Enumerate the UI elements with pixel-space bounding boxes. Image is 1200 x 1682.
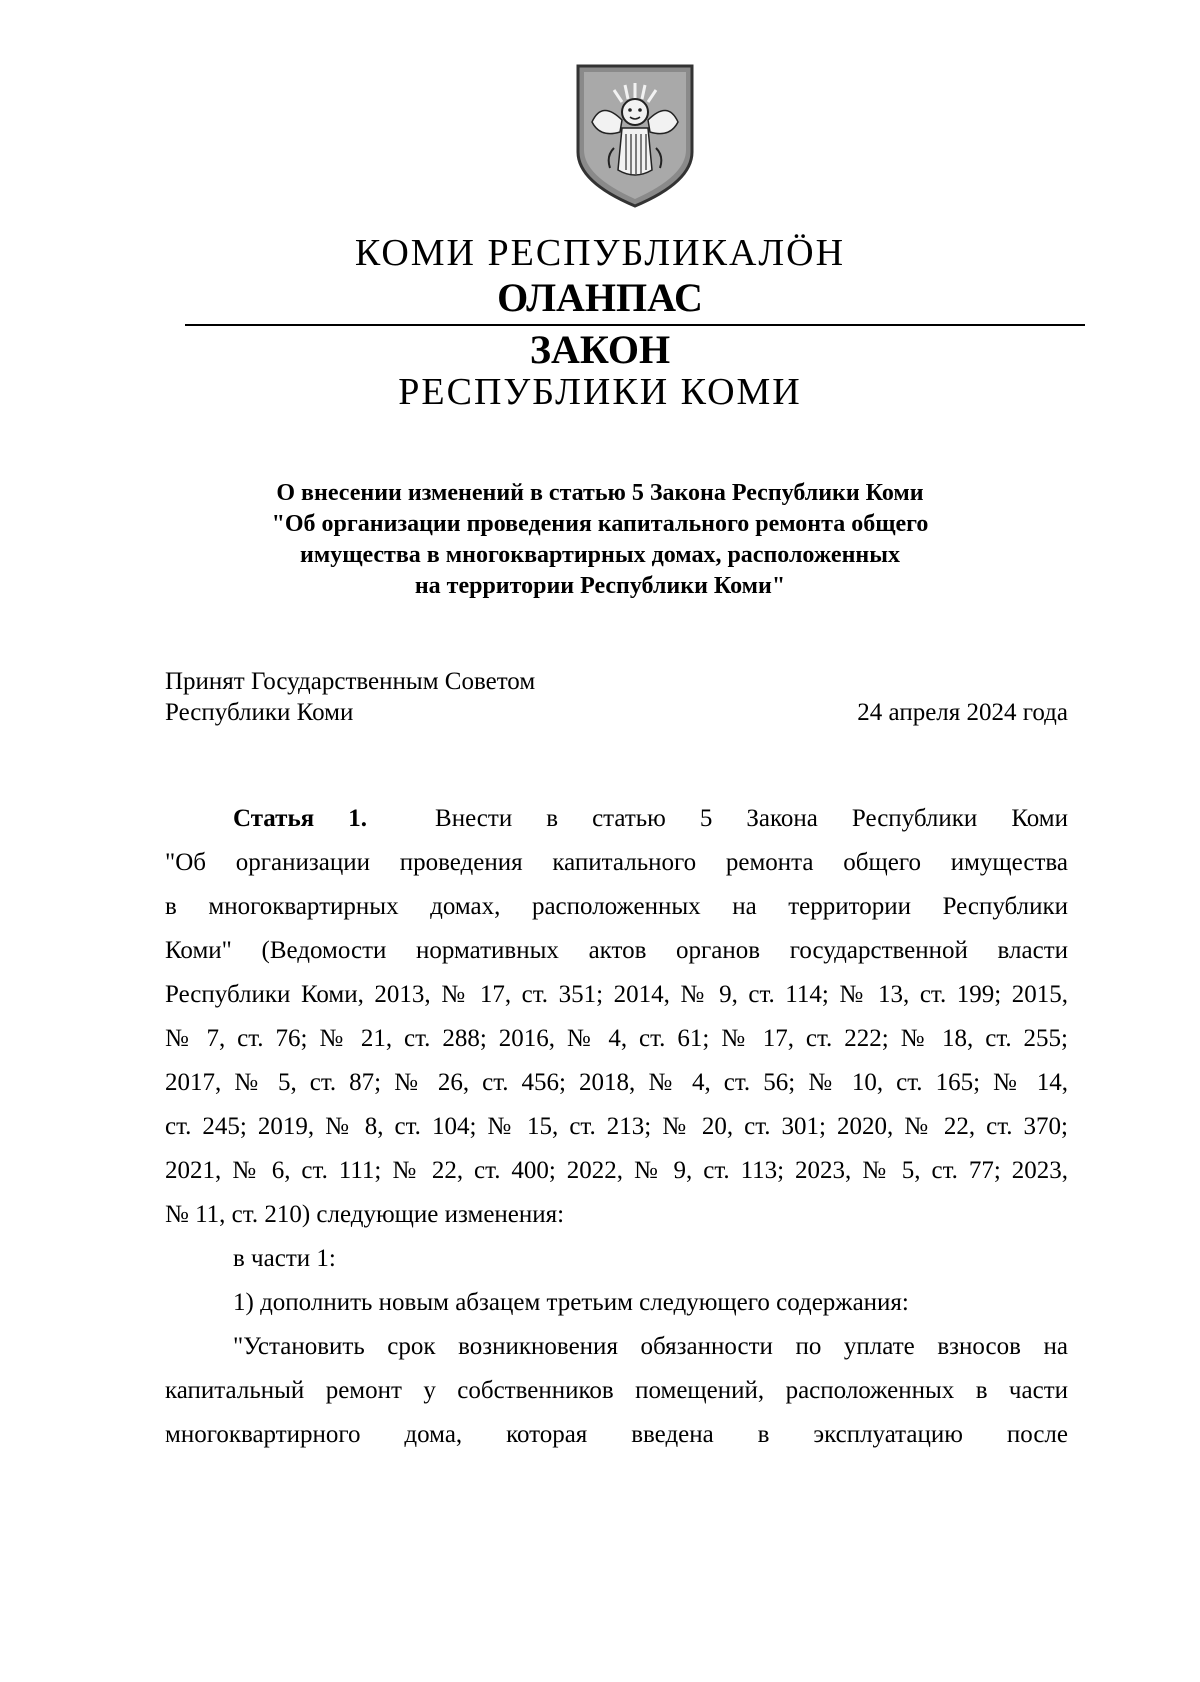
law-title-line: на территории Республики Коми"	[414, 573, 786, 599]
article-1-line: в многоквартирных домах, расположенных на территории Республики	[165, 893, 1068, 920]
law-title	[0, 478, 1200, 602]
article-1-first-line: Статья 1. Внести в статью 5 Закона Республики Коми	[233, 805, 1068, 832]
article-1-quote-line: многоквартирного дома, которая введена в эксплуатацию после	[165, 1421, 1068, 1448]
article-1-quote-line: "Установить срок возникновения обязанности по уплате взносов на	[233, 1333, 1068, 1360]
article-1-quote-line: капитальный ремонт у собственников помещений, расположенных в части	[165, 1377, 1068, 1404]
header-republic: РЕСПУБЛИКИ КОМИ	[398, 371, 802, 413]
article-1-label: Статья 1.	[233, 805, 367, 832]
article-1-item-1: 1) дополнить новым абзацем третьим следующего содержания:	[233, 1289, 909, 1316]
article-1-last-line: № 11, ст. 210) следующие изменения:	[165, 1201, 565, 1228]
article-1-line: № 7, ст. 76; № 21, ст. 288; 2016, № 4, ст. 61; № 17, ст. 222; № 18, ст. 255;	[165, 1025, 1068, 1052]
article-1-line: "Об организации проведения капитального ремонта общего имущества	[165, 849, 1068, 876]
article-1-part: в части 1:	[233, 1245, 336, 1272]
article-1-line: Коми" (Ведомости нормативных актов органов государственной власти	[165, 937, 1068, 964]
article-1-line: Республики Коми, 2013, № 17, ст. 351; 2014, № 9, ст. 114; № 13, ст. 199; 2015,	[165, 981, 1068, 1008]
law-title-line: О внесении изменений в статью 5 Закона Республики Коми	[276, 480, 924, 506]
article-1-line: ст. 245; 2019, № 8, ст. 104; № 15, ст. 213; № 20, ст. 301; 2020, № 22, ст. 370;	[165, 1113, 1068, 1140]
header-olanpas: ОЛАНПАС	[497, 275, 703, 320]
adoption-line-2: Республики Коми	[165, 699, 354, 726]
coat-of-arms-emblem	[570, 60, 700, 210]
header-zakon: ЗАКОН	[529, 327, 671, 372]
article-1-line: 2021, № 6, ст. 111; № 22, ст. 400; 2022, № 9, ст. 113; 2023, № 5, ст. 77; 2023,	[165, 1157, 1068, 1184]
article-1-line: 2017, № 5, ст. 87; № 26, ст. 456; 2018, № 4, ст. 56; № 10, ст. 165; № 14,	[165, 1069, 1068, 1096]
adoption-line-1: Принят Государственным Советом	[165, 668, 536, 695]
law-title-line: "Об организации проведения капитального ремонта общего	[271, 511, 929, 537]
article-1-text	[165, 797, 1068, 1457]
adoption-date: 24 апреля 2024 года	[857, 699, 1068, 726]
header-komi-title: КОМИ РЕСПУБЛИКАЛӦН	[354, 232, 846, 274]
law-title-line: имущества в многоквартирных домах, расположенных	[300, 542, 900, 568]
